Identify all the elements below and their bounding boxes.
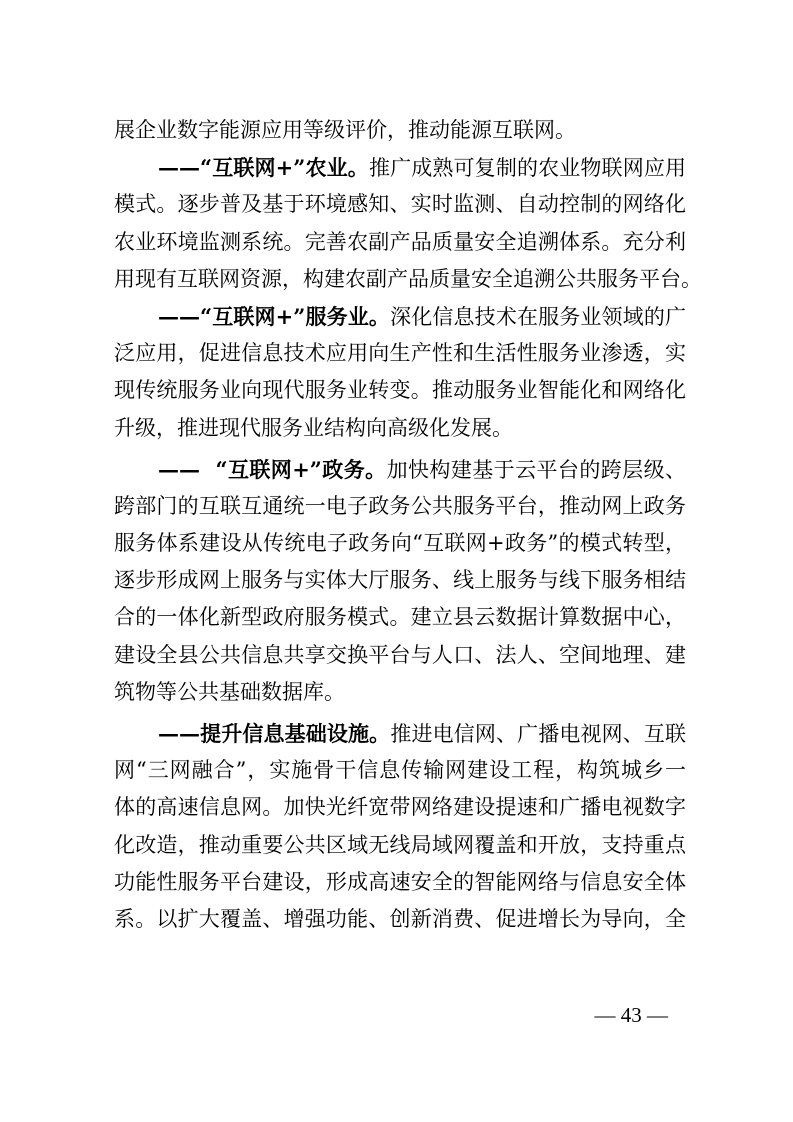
text-line: 升级，推进现代服务业结构向高级化发展。 <box>114 415 513 440</box>
text-line: 筑物等公共基础数据库。 <box>114 679 345 704</box>
paragraph-internet-services <box>114 298 686 447</box>
section-heading: —— “互联网+”政务。 <box>158 456 387 482</box>
section-heading: ——提升信息基础设施。 <box>158 721 391 746</box>
text-line: 系。以扩大覆盖、增强功能、创新消费、促进增长为导向，全 <box>114 906 686 931</box>
text-line: 化改造，推动重要公共区域无线局域网覆盖和开放，支持重点 <box>114 832 686 857</box>
text-line: 模式。逐步普及基于环境感知、实时监测、自动控制的网络化 <box>114 192 686 217</box>
text-line: 跨部门的互联互通统一电子政务公共服务平台，推动网上政务 <box>114 493 686 518</box>
text-line: 泛应用，促进信息技术应用向生产性和生活性服务业渗透，实 <box>114 341 686 366</box>
section-heading: ——“互联网+”服务业。 <box>158 303 391 329</box>
section-heading: ——“互联网+”农业。 <box>158 155 369 181</box>
document-body <box>114 112 702 938</box>
text-line: ——“互联网+”服务业。深化信息技术在服务业领域的广 <box>158 303 686 329</box>
text-line: 网“三网融合”，实施骨干信息传输网建设工程，构筑城乡一 <box>114 758 686 783</box>
page-number: — 43 — <box>594 1003 668 1027</box>
text-line: 功能性服务平台建设，形成高速安全的智能网络与信息安全体 <box>114 869 686 894</box>
text-line: 用现有互联网资源，构建农副产品质量安全追溯公共服务平台。 <box>114 266 702 291</box>
text-line: 逐步形成网上服务与实体大厅服务、线上服务与线下服务相结 <box>114 568 686 593</box>
text-line: 农业环境监测系统。完善农副产品质量安全追溯体系。充分利 <box>114 229 686 254</box>
paragraph-internet-government <box>114 451 686 711</box>
text-line: 体的高速信息网。加快光纤宽带网络建设提速和广播电视数字 <box>114 795 686 820</box>
paragraph-internet-agriculture <box>114 149 702 298</box>
text-line: ——“互联网+”农业。推广成熟可复制的农业物联网应用 <box>158 155 686 181</box>
paragraph-info-infrastructure <box>114 715 686 938</box>
text-line: ——提升信息基础设施。推进电信网、广播电视网、互联 <box>158 721 687 746</box>
text-line: 合的一体化新型政府服务模式。建立县云数据计算数据中心， <box>114 605 686 630</box>
text-line: —— “互联网+”政务。加快构建基于云平台的跨层级、 <box>158 456 686 482</box>
text-line: 现传统服务业向现代服务业转变。推动服务业智能化和网络化 <box>114 378 686 403</box>
text-line: 服务体系建设从传统电子政务向“互联网+政务”的模式转型， <box>114 531 686 556</box>
text-line: 建设全县公共信息共享交换平台与人口、法人、空间地理、建 <box>114 642 686 667</box>
paragraph <box>114 112 686 149</box>
text-line: 展企业数字能源应用等级评价，推动能源互联网。 <box>114 118 576 142</box>
